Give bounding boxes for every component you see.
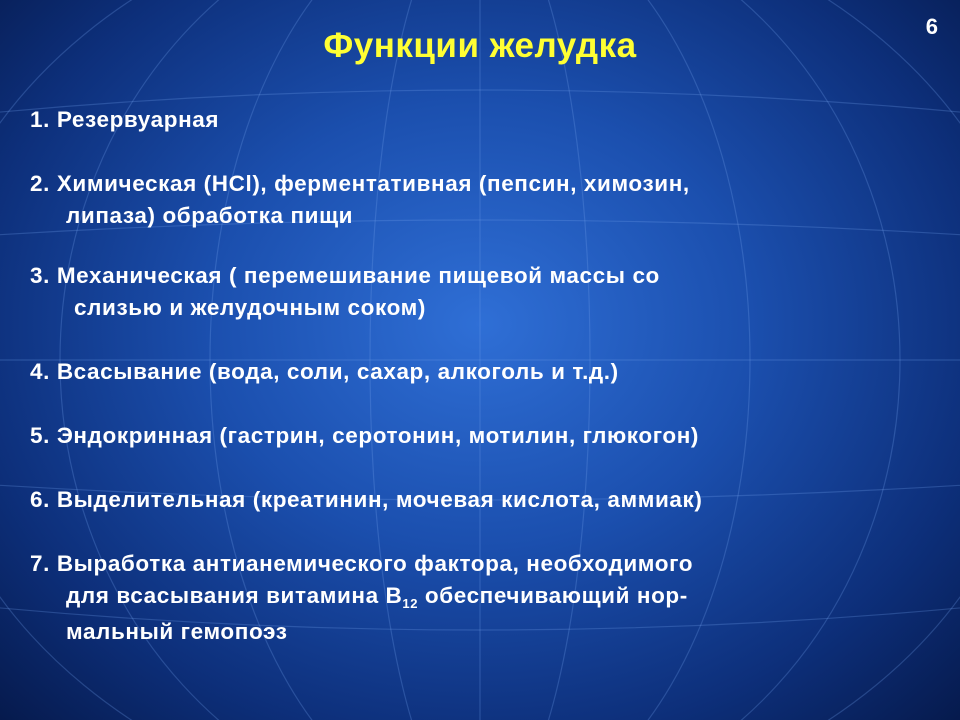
list-item-text-part: обеспечивающий нор-: [418, 583, 688, 608]
functions-list: [30, 104, 930, 648]
list-item-text: [30, 260, 924, 292]
list-item: [30, 104, 930, 136]
list-item-text: [30, 580, 930, 612]
list-item-word: массы со: [549, 263, 660, 288]
list-item: [30, 548, 930, 648]
subscript: 12: [402, 596, 419, 611]
slide-number: 6: [925, 14, 938, 39]
list-item-text: мальный гемопоэз: [66, 619, 288, 644]
list-item-text: 4. Всасывание (вода, соли, сахар, алкоголь и т.д.): [30, 359, 619, 384]
list-item-text: липаза) обработка пищи: [66, 203, 354, 228]
list-item-word: пищевой: [438, 263, 543, 288]
list-item-word: 3. Механическая: [30, 263, 223, 288]
list-item: [30, 168, 930, 232]
list-item-text: слизью и желудочным соком): [74, 295, 426, 320]
list-item-text-part: для всасывания витамина B: [66, 583, 403, 608]
list-item-text: 6. Выделительная (креатинин, мочевая кислота, аммиак): [30, 487, 703, 512]
slide-title: Функции желудка: [323, 26, 637, 65]
list-item-text: 2. Химическая (HCl), ферментативная (пепсин, химозин,: [30, 171, 690, 196]
list-item-text: 5. Эндокринная (гастрин, серотонин, мотилин, глюкогон): [30, 423, 699, 448]
list-item: [30, 356, 930, 388]
list-item-text: 1. Резервуарная: [30, 107, 220, 132]
list-item: [30, 260, 930, 324]
list-item-text: 7. Выработка антианемического фактора, необходимого: [30, 551, 694, 576]
list-item: [30, 420, 930, 452]
list-item: [30, 484, 930, 516]
list-item-word: ( перемешивание: [228, 263, 432, 288]
